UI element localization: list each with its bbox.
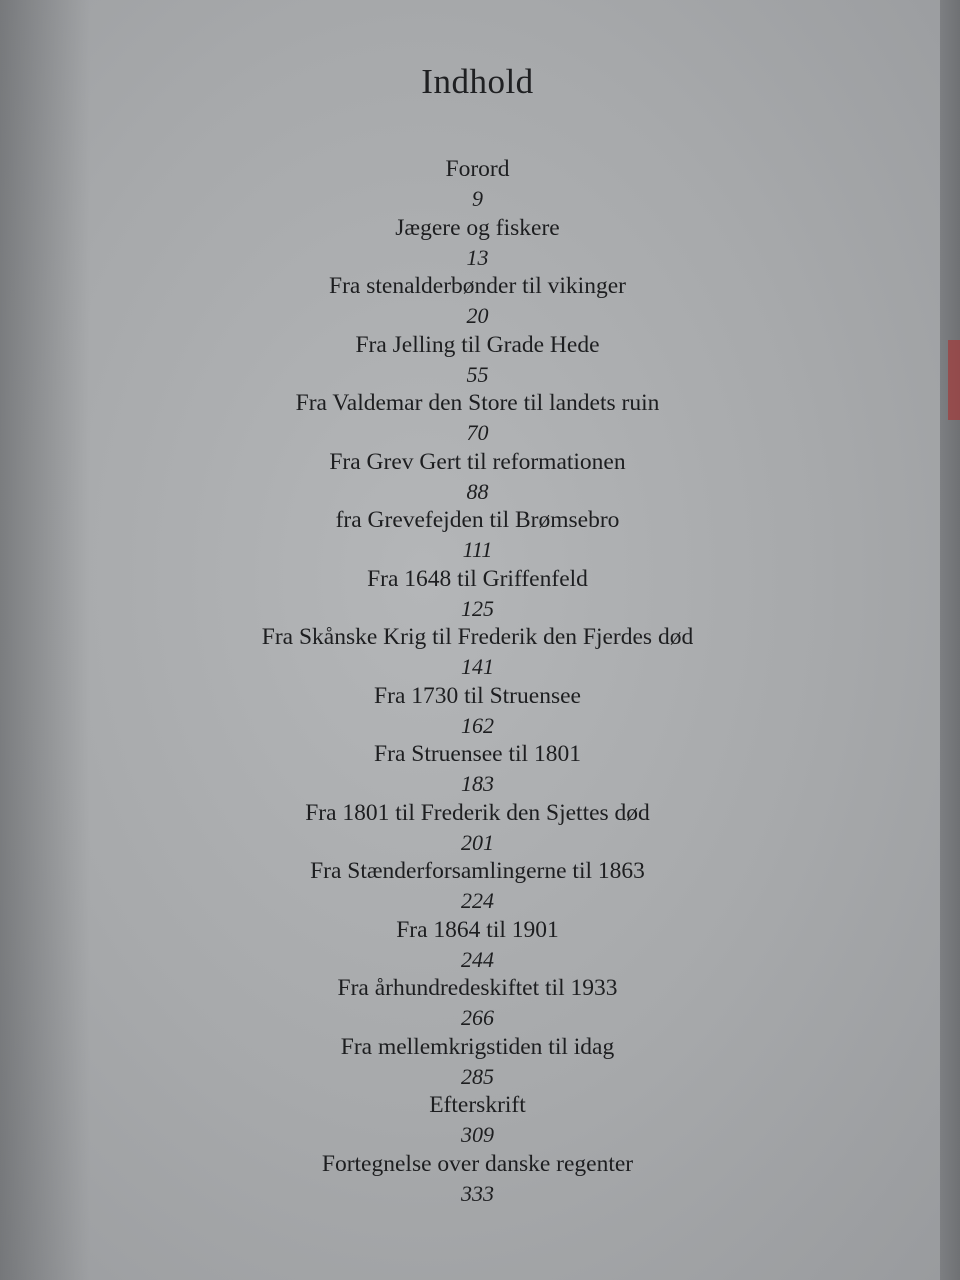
toc-entry-page-number: 125	[461, 595, 494, 621]
toc-entry	[0, 272, 955, 331]
background-red-object	[948, 340, 960, 420]
toc-entry-page-number: 266	[461, 1005, 494, 1030]
toc-entry-page-number: 9	[472, 186, 483, 211]
toc-entry-title: Fra 1648 til Griffenfeld	[367, 565, 588, 592]
toc-entry	[0, 916, 955, 975]
toc-entry	[0, 506, 955, 565]
toc-entry-title: fra Grevefejden til Brømsebro	[335, 507, 620, 533]
toc-entry-title: Forord	[445, 156, 510, 182]
toc-entry-page-number: 20	[466, 303, 489, 328]
toc-entry-page-number: 309	[461, 1122, 494, 1147]
toc-entry-title: Fra 1730 til Struensee	[374, 682, 581, 709]
toc-entry-page-number: 13	[466, 244, 489, 270]
toc-entry-page-number: 55	[466, 361, 489, 387]
toc-entry-title: Fortegnelse over danske regenter	[321, 1150, 634, 1177]
toc-entry	[0, 799, 955, 858]
toc-entry	[0, 974, 955, 1033]
toc-entry	[0, 1033, 955, 1092]
toc-entry	[0, 389, 955, 448]
toc-entry	[0, 623, 955, 682]
toc-entry	[0, 1091, 955, 1150]
page-edge	[940, 0, 960, 1280]
toc-entry-title: Efterskrift	[429, 1092, 526, 1118]
toc-entry	[0, 565, 955, 624]
toc-entry	[0, 155, 955, 214]
toc-entry	[0, 857, 955, 916]
toc-entry-page-number: 141	[461, 654, 494, 679]
toc-entry-page-number: 285	[461, 1063, 494, 1089]
toc-entry-page-number: 70	[466, 420, 489, 445]
toc-entry-title: Jægere og fiskere	[395, 214, 560, 241]
toc-entry-page-number: 201	[461, 829, 494, 855]
toc-entry-page-number: 244	[461, 946, 494, 972]
toc-entry	[0, 740, 955, 799]
toc-entry-title: Fra Grev Gert til reformationen	[329, 448, 626, 475]
toc-entry-page-number: 111	[462, 537, 493, 562]
toc-entry	[0, 682, 955, 741]
toc-entry-title: Fra Valdemar den Store til landets ruin	[295, 390, 660, 416]
toc-entry	[0, 448, 955, 507]
toc-entry-page-number: 162	[461, 712, 494, 738]
toc-entry-page-number: 333	[461, 1180, 494, 1206]
toc-entry-title: Fra stenalderbønder til vikinger	[329, 273, 626, 299]
toc-entry-title: Fra Stænderforsamlingerne til 1863	[310, 858, 645, 884]
toc-entry-title: Fra Skånske Krig til Frederik den Fjerdes død	[261, 624, 694, 650]
toc-entry	[0, 331, 955, 390]
toc-entry-page-number: 183	[461, 771, 494, 796]
toc-entry	[0, 214, 955, 273]
toc-entry	[0, 1150, 955, 1209]
toc-entry-title: Fra Struensee til 1801	[374, 741, 581, 767]
toc-entry-page-number: 224	[461, 888, 494, 913]
toc-entry-title: Fra 1864 til 1901	[396, 916, 559, 943]
page-title: Indhold	[421, 62, 534, 101]
table-of-contents	[0, 155, 955, 1208]
toc-entry-title: Fra 1801 til Frederik den Sjettes død	[305, 799, 650, 826]
toc-entry-page-number: 88	[466, 478, 489, 504]
toc-entry-title: Fra Jelling til Grade Hede	[355, 331, 600, 358]
toc-entry-title: Fra mellemkrigstiden til idag	[340, 1033, 615, 1060]
toc-entry-title: Fra århundredeskiftet til 1933	[337, 975, 618, 1001]
